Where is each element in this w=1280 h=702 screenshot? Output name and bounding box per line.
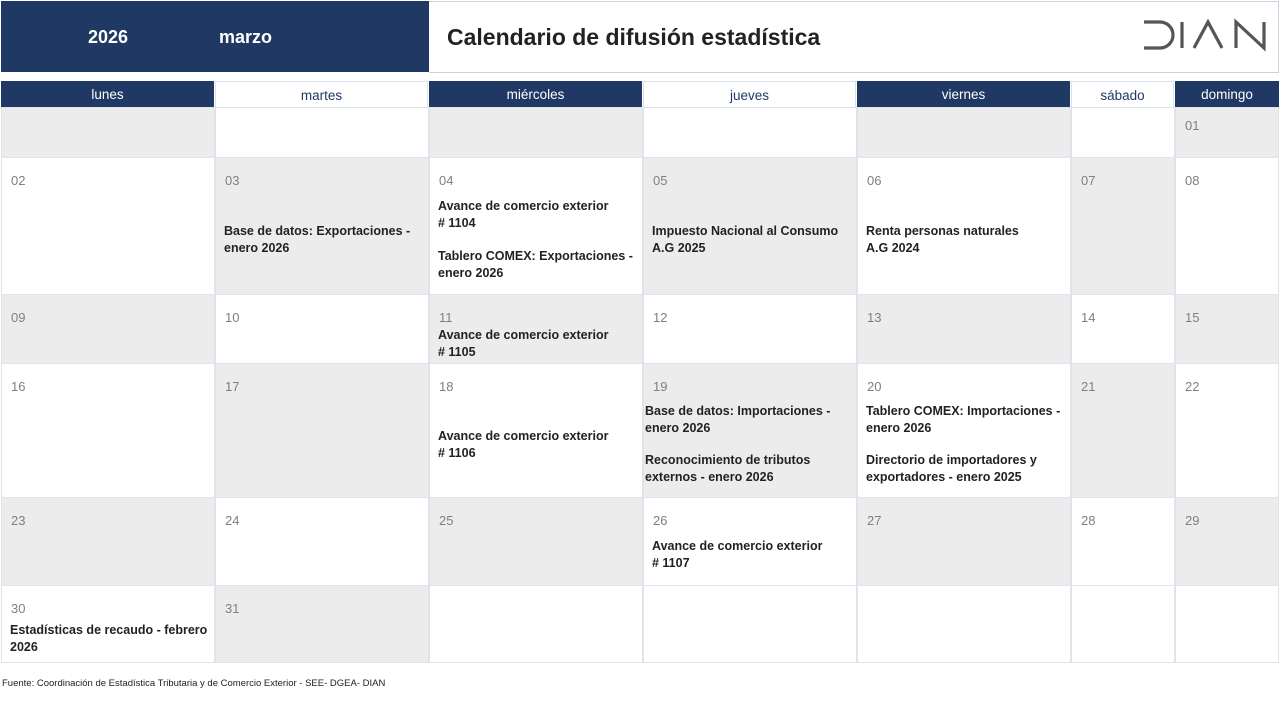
day-number: 25: [439, 513, 454, 528]
day-cell-11: [429, 294, 643, 364]
event-reconocimiento-tributos: Reconocimiento de tributos externos - enero 2026: [645, 453, 811, 484]
day-cell-02: [1, 157, 215, 295]
day-number: 31: [225, 601, 240, 616]
day-number: 27: [867, 513, 882, 528]
empty-cell: [857, 107, 1071, 158]
day-cell-21: [1071, 363, 1175, 498]
day-cell-01: [1175, 107, 1279, 158]
day-number: 04: [439, 173, 454, 188]
day-number: 24: [225, 513, 240, 528]
weekday-sabado: sábado: [1071, 81, 1174, 107]
event-estadisticas-recaudo: Estadísticas de recaudo - febrero 2026: [10, 623, 208, 654]
empty-cell: [429, 107, 643, 158]
event-base-datos-importaciones: Base de datos: Importaciones - enero 2026: [645, 404, 831, 435]
day-number: 14: [1081, 310, 1096, 325]
day-number: 09: [11, 310, 26, 325]
weekday-martes: martes: [215, 81, 428, 107]
day-cell-26: [643, 497, 857, 586]
empty-cell: [1, 107, 215, 158]
day-cell-24: [215, 497, 429, 586]
event-base-datos-exportaciones: Base de datos: Exportaciones - enero 2026: [224, 224, 411, 255]
day-cell-07: [1071, 157, 1175, 295]
day-number: 15: [1185, 310, 1200, 325]
day-number: 29: [1185, 513, 1200, 528]
weekday-jueves: jueves: [643, 81, 856, 107]
event-avance-comercio-1107: Avance de comercio exterior # 1107: [652, 539, 823, 570]
day-number: 28: [1081, 513, 1096, 528]
page-title: Calendario de difusión estadística: [447, 24, 821, 50]
day-cell-16: [1, 363, 215, 498]
weekday-miercoles: miércoles: [429, 81, 642, 107]
empty-cell: [1071, 107, 1175, 158]
day-cell-27: [857, 497, 1071, 586]
day-number: 10: [225, 310, 240, 325]
day-number: 20: [867, 379, 882, 394]
day-number: 12: [653, 310, 668, 325]
day-number: 21: [1081, 379, 1096, 394]
day-cell-19: [643, 363, 857, 498]
day-number: 02: [11, 173, 26, 188]
weekday-domingo: domingo: [1175, 81, 1279, 107]
day-number: 05: [653, 173, 668, 188]
day-number: 06: [867, 173, 882, 188]
header-date-panel: [1, 1, 429, 72]
event-tablero-comex-importaciones: Tablero COMEX: Importaciones - enero 2026: [866, 404, 1061, 435]
weekday-viernes: viernes: [857, 81, 1070, 107]
day-cell-20: [857, 363, 1071, 498]
day-number: 13: [867, 310, 882, 325]
day-number: 07: [1081, 173, 1096, 188]
day-cell-10: [215, 294, 429, 364]
day-cell-09: [1, 294, 215, 364]
weekday-lunes: lunes: [1, 81, 214, 107]
day-number: 01: [1185, 118, 1200, 133]
day-number: 18: [439, 379, 454, 394]
event-tablero-comex-exportaciones: Tablero COMEX: Exportaciones - enero 2026: [438, 249, 633, 280]
day-number: 22: [1185, 379, 1200, 394]
day-cell-04: [429, 157, 643, 295]
day-cell-31: [215, 585, 429, 663]
empty-cell: [1071, 585, 1175, 663]
day-cell-18: [429, 363, 643, 498]
day-cell-06: [857, 157, 1071, 295]
empty-cell: [429, 585, 643, 663]
day-number: 19: [653, 379, 668, 394]
day-cell-25: [429, 497, 643, 586]
event-avance-comercio-1105: Avance de comercio exterior # 1105: [438, 328, 609, 359]
day-cell-30: [1, 585, 215, 663]
empty-cell: [643, 585, 857, 663]
day-cell-15: [1175, 294, 1279, 364]
day-cell-05: [643, 157, 857, 295]
day-cell-28: [1071, 497, 1175, 586]
day-number: 26: [653, 513, 668, 528]
empty-cell: [857, 585, 1071, 663]
header-title-panel: [429, 1, 1279, 73]
header-month: marzo: [219, 27, 273, 47]
empty-cell: [1175, 585, 1279, 663]
day-cell-08: [1175, 157, 1279, 295]
day-number: 08: [1185, 173, 1200, 188]
calendar-header: [0, 0, 1279, 72]
source-footnote: Fuente: Coordinación de Estadística Tributaria y de Comercio Exterior - SEE- DGEA- DIAN: [2, 678, 386, 689]
header-year: 2026: [88, 27, 129, 47]
day-cell-14: [1071, 294, 1175, 364]
day-number: 23: [11, 513, 26, 528]
event-renta-personas-naturales: Renta personas naturales A.G 2024: [866, 224, 1019, 255]
empty-cell: [643, 107, 857, 158]
empty-cell: [215, 107, 429, 158]
event-impuesto-nacional-consumo: Impuesto Nacional al Consumo A.G 2025: [652, 224, 839, 255]
day-cell-22: [1175, 363, 1279, 498]
event-directorio-importadores: Directorio de importadores y exportadores - enero 2025: [866, 453, 1037, 484]
day-cell-29: [1175, 497, 1279, 586]
day-cell-12: [643, 294, 857, 364]
day-number: 17: [225, 379, 240, 394]
day-cell-23: [1, 497, 215, 586]
day-number: 11: [439, 310, 453, 325]
day-cell-17: [215, 363, 429, 498]
event-avance-comercio-1106: Avance de comercio exterior # 1106: [438, 429, 609, 460]
event-avance-comercio-1104: Avance de comercio exterior # 1104: [438, 199, 609, 230]
dian-logo: [1142, 18, 1272, 52]
day-number: 30: [11, 601, 26, 616]
day-cell-03: [215, 157, 429, 295]
day-cell-13: [857, 294, 1071, 364]
day-number: 16: [11, 379, 26, 394]
day-number: 03: [225, 173, 240, 188]
